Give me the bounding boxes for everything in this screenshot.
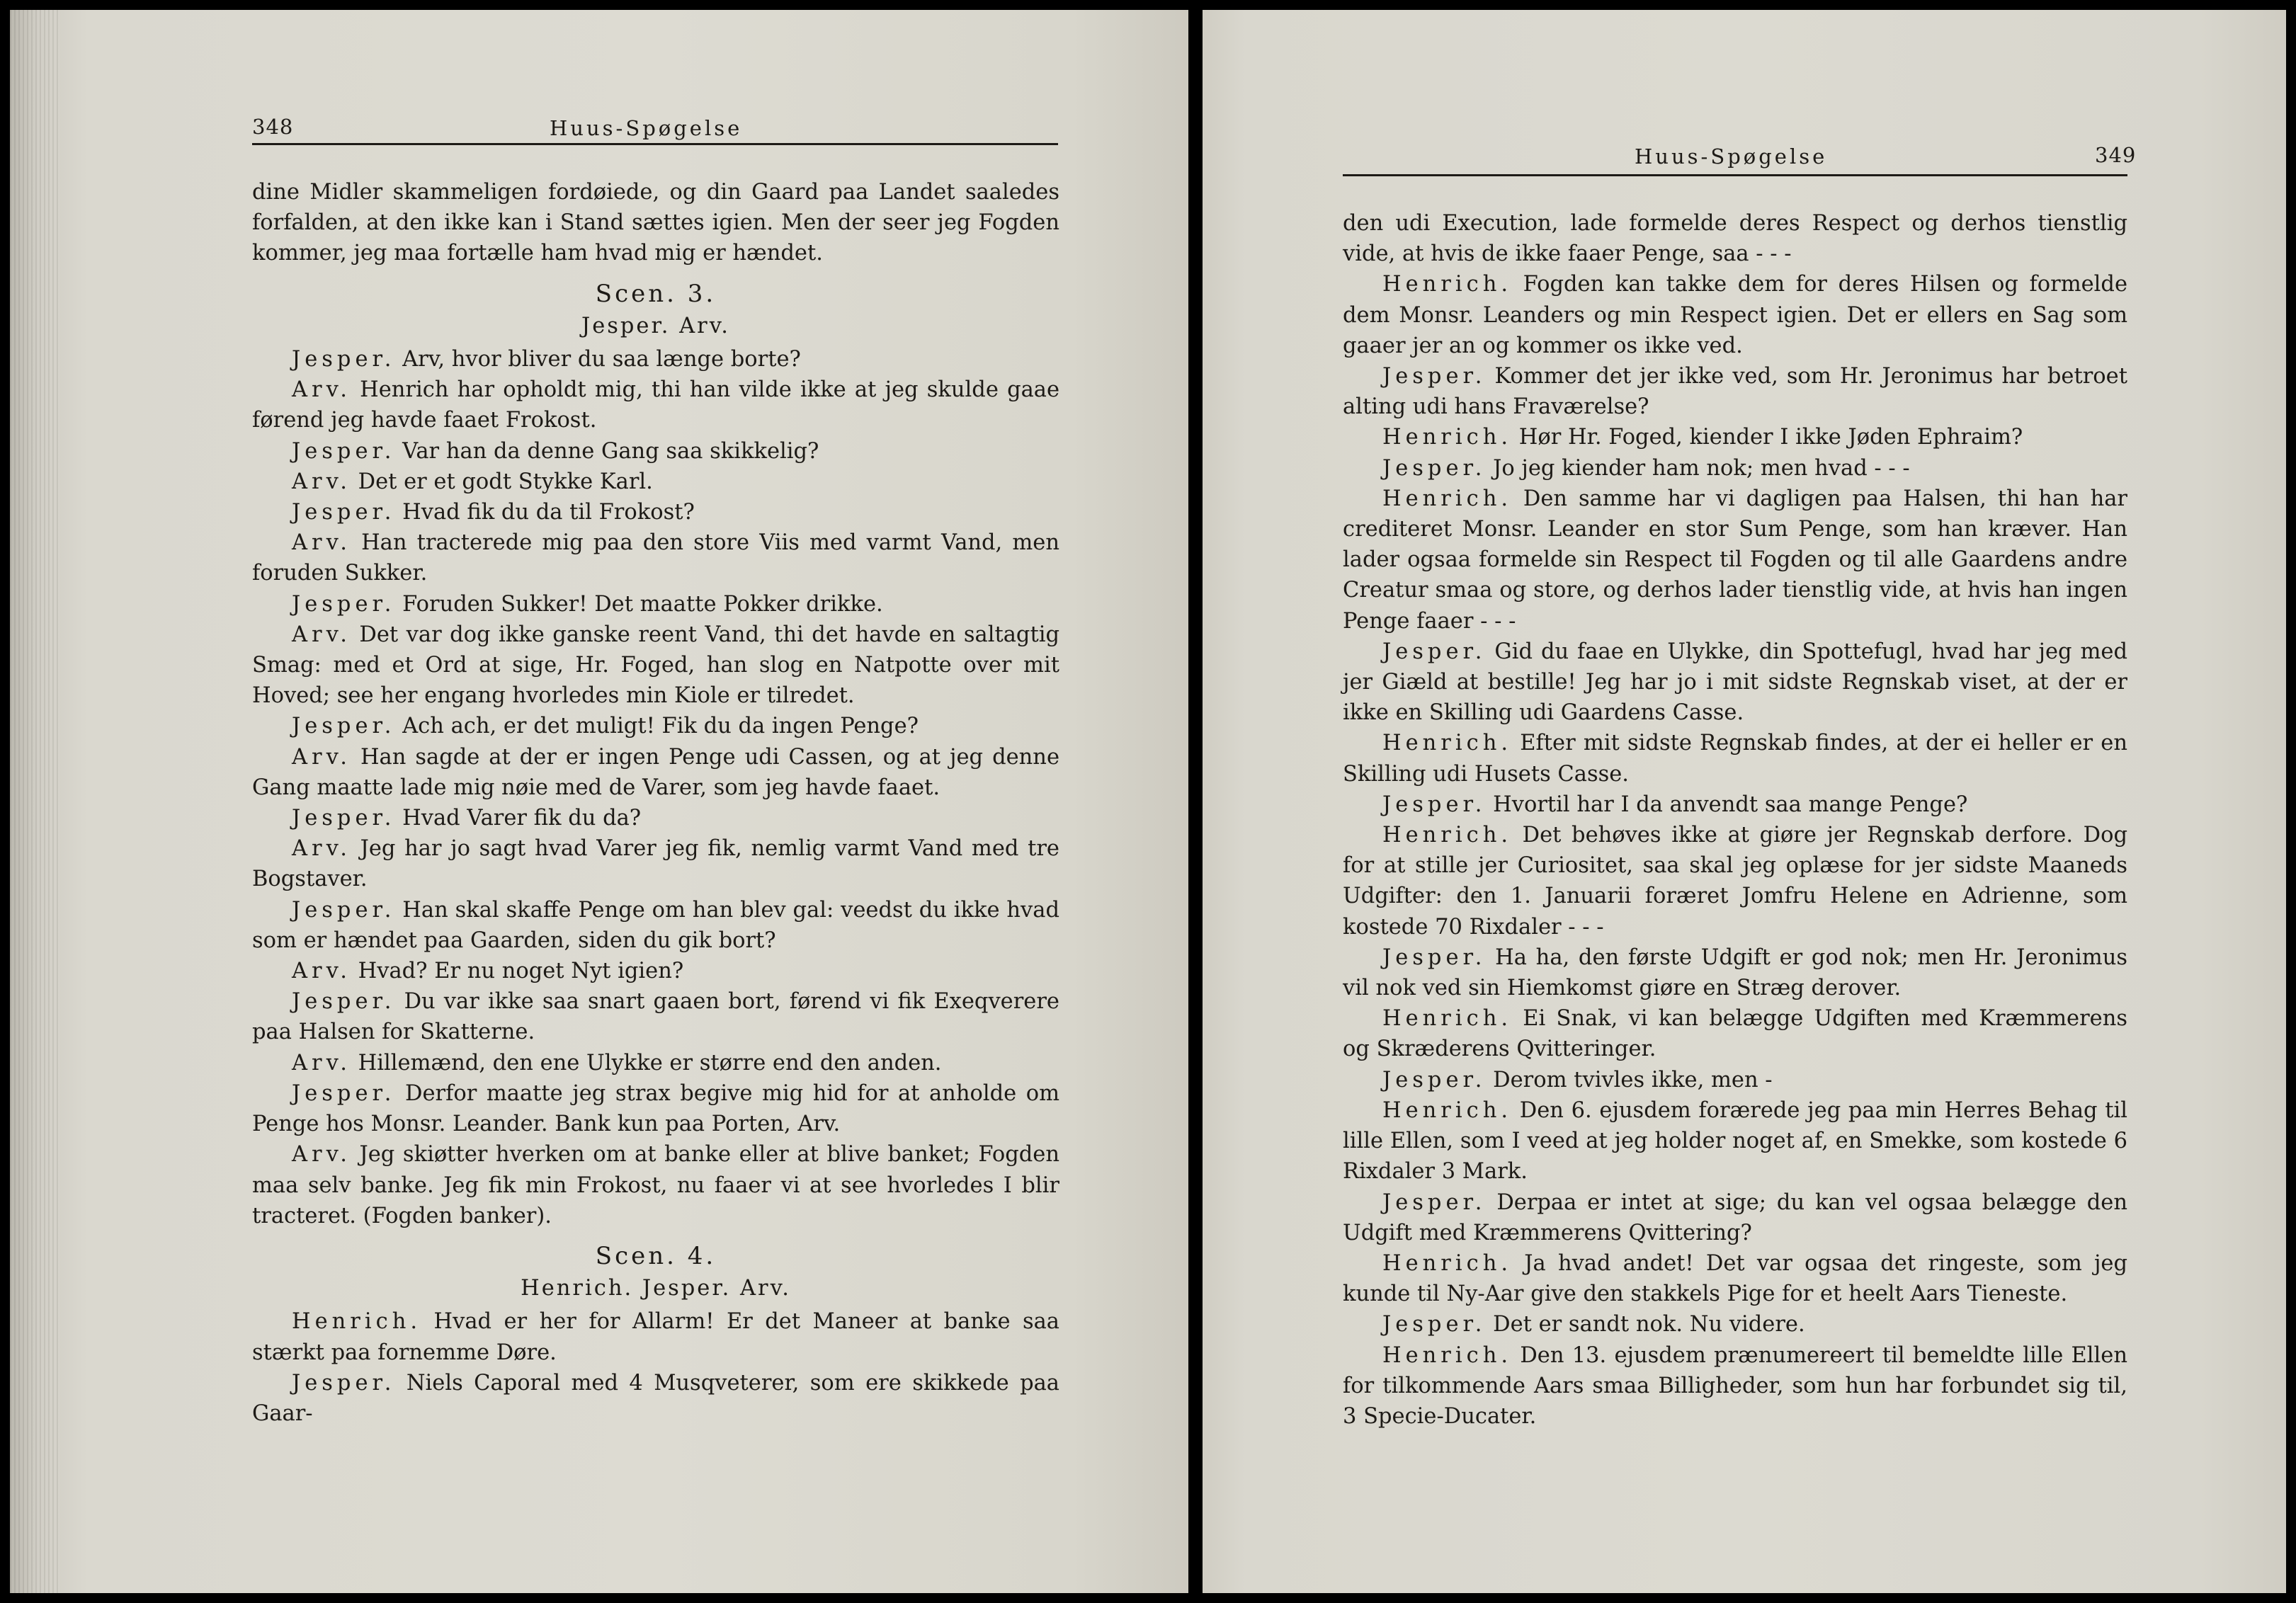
dialogue-line [252,1048,1059,1078]
dialogue-text: Derom tvivles ikke, men - [1493,1067,1773,1093]
dialogue-line [1343,789,2127,820]
speaker-name: Henrich. [1382,1097,1513,1123]
dialogue-line [1343,1340,2127,1432]
speaker-name: Jesper. [292,897,396,923]
dialogue-line [252,620,1059,712]
cast-list: Henrich. Jesper. Arv. [521,1276,791,1301]
speaker-name: Henrich. [1382,425,1513,450]
left-page [10,10,1188,1593]
dialogue-line [252,589,1059,620]
speaker-name: Jesper. [1382,792,1487,817]
speaker-name: Jesper. [1382,1190,1487,1215]
speaker-name: Jesper. [1382,1067,1487,1093]
dialogue-line [1343,1309,2127,1340]
speaker-name: Henrich. [292,1309,422,1335]
cast-list: Jesper. Arv. [581,313,731,338]
dialogue-text: Arv, hvor bliver du saa længe borte? [402,347,801,372]
dialogue-text: Kommer det jer ikke ved, som Hr. Jeronimus har betroet alting udi hans Fraværelse? [1343,364,2127,420]
dialogue-text: Hvad? Er nu noget Nyt igien? [358,959,684,984]
speaker-name: Arv. [292,377,351,403]
dialogue-line [252,803,1059,833]
dialogue-line [1343,1187,2127,1248]
speaker-name: Arv. [292,1142,351,1168]
speaker-name: Henrich. [1382,1342,1513,1368]
dialogue-line [1343,361,2127,422]
dialogue-line [252,711,1059,741]
dialogue-line [252,375,1059,435]
dialogue-text: Ja hvad andet! Det var ogsaa det ringeste, som jeg kunde til Ny-Aar give den stakkels Pige for et heelt Aars Tieneste. [1343,1250,2128,1307]
right-page [1203,10,2286,1593]
dialogue-text: Henrich har opholdt mig, thi han vilde ikke at jeg skulde gaae førend jeg havde faaet Frokost. [252,377,1060,433]
dialogue-line [252,1368,1059,1429]
dialogue-text: Hvad fik du da til Frokost? [402,500,695,525]
page-number: 349 [2095,143,2137,167]
speaker-name: Arv. [292,469,351,494]
speaker-name: Jesper. [1382,639,1487,664]
dialogue-line [1343,1003,2127,1064]
speaker-name: Jesper. [292,1080,396,1106]
speaker-name: Arv. [292,530,351,556]
dialogue-line [1343,1248,2127,1309]
dialogue-line [1343,1065,2127,1095]
speaker-name: Jesper. [1382,1312,1487,1337]
dialogue-text: Hvad Varer fik du da? [402,806,642,831]
page-number: 348 [252,115,294,139]
speaker-name: Jesper. [292,438,396,464]
dialogue-text: Var han da denne Gang saa skikkelig? [402,438,819,464]
speaker-name: Henrich. [1382,486,1513,511]
dialogue-line [252,956,1059,986]
dialogue-line [1343,1095,2127,1187]
speaker-name: Jesper. [292,347,396,372]
dialogue-line [1343,484,2127,637]
dialogue-text: Hvad er her for Allarm! Er det Maneer at banke saa stærkt paa fornemme Døre. [252,1309,1059,1365]
dialogue-text: Jeg har jo sagt hvad Varer jeg fik, nemlig varmt Vand med tre Bogstaver. [252,836,1059,892]
paragraph: dine Midler skammeligen fordøiede, og din Gaard paa Landet saaledes forfalden, at den ikke kan i Stand sættes igien. Men der seer jeg Fogden kommer, jeg maa fortælle ham hvad mig er hændet. [252,180,1059,266]
speaker-name: Henrich. [1382,272,1513,297]
speaker-name: Arv. [292,744,351,770]
dialogue-text: Den samme har vi dagligen paa Halsen, thi han har crediteret Monsr. Leander en stor Sum Penge, som han kræver. Han lader ogsaa formelde sin Respect til Fogden og til alle Gaardens andre Creatur smaa og store, og derhos lader tienstlig vide, at hvis han ingen Penge faaer - - - [1343,486,2127,634]
speaker-name: Jesper. [292,591,396,617]
dialogue-line [1343,453,2127,484]
dialogue-line [252,527,1059,588]
dialogue-line [1343,942,2127,1003]
dialogue-text: Det er et godt Stykke Karl. [358,469,653,494]
right-text-block [1343,208,2127,1432]
dialogue-line [1343,422,2127,452]
left-text-block [252,177,1059,1429]
dialogue-text: Efter mit sidste Regnskab findes, at der ei heller er en Skilling udi Husets Casse. [1343,731,2127,787]
speaker-name: Arv. [292,622,351,647]
header-rule [252,143,1058,145]
dialogue-line [1343,728,2127,789]
dialogue-line [252,1306,1059,1367]
dialogue-text: Hvortil har I da anvendt saa mange Penge? [1493,792,1968,817]
dialogue-text: Det er sandt nok. Nu videre. [1493,1312,1805,1337]
dialogue-text: Gid du faae en Ulykke, din Spottefugl, hvad har jeg med jer Giæld at bestille! Jeg har jo i mit sidste Regnskab viset, at der er ikke en Skilling udi Gaardens Casse. [1343,639,2127,726]
scene-heading: Scen. 3. [595,279,717,308]
dialogue-text: Derfor maatte jeg strax begive mig hid for at anholde om Penge hos Monsr. Leander. Bank kun paa Porten, Arv. [252,1080,1059,1137]
running-head: Huus-Spøgelse [550,116,743,140]
dialogue-text: Ach ach, er det muligt! Fik du da ingen Penge? [402,714,919,739]
dialogue-line [252,986,1059,1047]
speaker-name: Jesper. [292,714,396,739]
dialogue-line [252,742,1059,803]
dialogue-text: Den 13. ejusdem prænumereert til bemeldte lille Ellen for tilkommende Aars smaa Billigheder, som hun har forbundet sig til, 3 Specie-Ducater. [1343,1342,2128,1429]
speaker-name: Henrich. [1382,1006,1513,1032]
scene-heading: Scen. 4. [595,1241,717,1270]
dialogue-line [1343,637,2127,729]
speaker-name: Jesper. [1382,455,1487,481]
speaker-name: Henrich. [1382,1250,1513,1276]
speaker-name: Jesper. [292,1370,396,1396]
speaker-name: Jesper. [292,500,396,525]
dialogue-line [252,344,1059,375]
running-head: Huus-Spøgelse [1635,144,1828,169]
speaker-name: Henrich. [1382,731,1513,756]
speaker-name: Jesper. [292,989,396,1015]
dialogue-text: Han skal skaffe Penge om han blev gal: veedst du ikke hvad som er hændet paa Gaarden, siden du gik bort? [252,897,1059,953]
dialogue-line [252,1078,1059,1139]
dialogue-line [252,436,1059,467]
speaker-name: Arv. [292,1050,351,1076]
dialogue-text: Ha ha, den første Udgift er god nok; men Hr. Jeronimus vil nok ved sin Hiemkomst giøre en Stræg derover. [1343,945,2127,1001]
dialogue-line [252,1139,1059,1231]
speaker-name: Jesper. [1382,945,1487,970]
dialogue-text: Jeg skiøtter hverken om at banke eller at blive banket; Fogden maa selv banke. Jeg fik min Frokost, nu faaer vi at see hvorledes I blir tracteret. (Fogden banker). [252,1142,1059,1228]
dialogue-text: Det behøves ikke at giøre jer Regnskab derfore. Dog for at stille jer Curiositet, saa skal jeg oplæse for jer sidste Maaneds Udgifter: den 1. Januarii foræret Jomfru Helene en Adrienne, som kostede 70 Rixdaler - - - [1343,823,2127,940]
dialogue-text: Du var ikke saa snart gaaen bort, førend vi fik Exeqverere paa Halsen for Skatterne. [252,989,1059,1045]
speaker-name: Arv. [292,959,351,984]
dialogue-text: Han tracterede mig paa den store Viis med varmt Vand, men foruden Sukker. [252,530,1059,586]
speaker-name: Henrich. [1382,823,1513,848]
dialogue-line [252,895,1059,956]
dialogue-text: Han sagde at der er ingen Penge udi Cassen, og at jeg denne Gang maatte lade mig nøie med de Varer, som jeg havde faaet. [252,744,1059,800]
dialogue-text: Hillemænd, den ene Ulykke er større end den anden. [358,1050,942,1076]
dialogue-line [252,497,1059,527]
dialogue-text: Den 6. ejusdem forærede jeg paa min Herres Behag til lille Ellen, som I veed at jeg holder noget af, en Smekke, som kostede 6 Rixdaler 3 Mark. [1343,1097,2127,1185]
dialogue-text: Hør Hr. Foged, kiender I ikke Jøden Ephraim? [1518,425,2023,450]
dialogue-line [252,833,1059,894]
dialogue-text: Fogden kan takke dem for deres Hilsen og formelde dem Monsr. Leanders og min Respect igien. Det er ellers en Sag som gaaer jer an og kommer os ikke ved. [1343,272,2127,358]
dialogue-text: Jo jeg kiender ham nok; men hvad - - - [1493,455,1910,481]
dialogue-text: Ei Snak, vi kan belægge Udgiften med Kræmmerens og Skræderens Qvitteringer. [1343,1006,2128,1062]
speaker-name: Jesper. [292,806,396,831]
paragraph: den udi Execution, lade formelde deres Respect og derhos tienstlig vide, at hvis de ikke faaer Penge, saa - - - [1343,211,2127,267]
dialogue-line [252,467,1059,497]
dialogue-line [1343,269,2127,361]
dialogue-text: Derpaa er intet at sige; du kan vel ogsaa belægge den Udgift med Kræmmerens Qvittering? [1343,1190,2127,1245]
header-rule [1343,174,2127,176]
speaker-name: Arv. [292,836,351,862]
dialogue-text: Foruden Sukker! Det maatte Pokker drikke. [402,591,883,617]
dialogue-line [1343,820,2127,942]
dialogue-text: Det var dog ikke ganske reent Vand, thi det havde en saltagtig Smag: med et Ord at sige, Hr. Foged, han slog en Natpotte over mit Hoved; see her engang hvorledes min Kiole er tilredet. [252,622,1059,709]
dialogue-text: Niels Caporal med 4 Musqveterer, som ere skikkede paa Gaar- [252,1370,1059,1426]
speaker-name: Jesper. [1382,364,1487,389]
